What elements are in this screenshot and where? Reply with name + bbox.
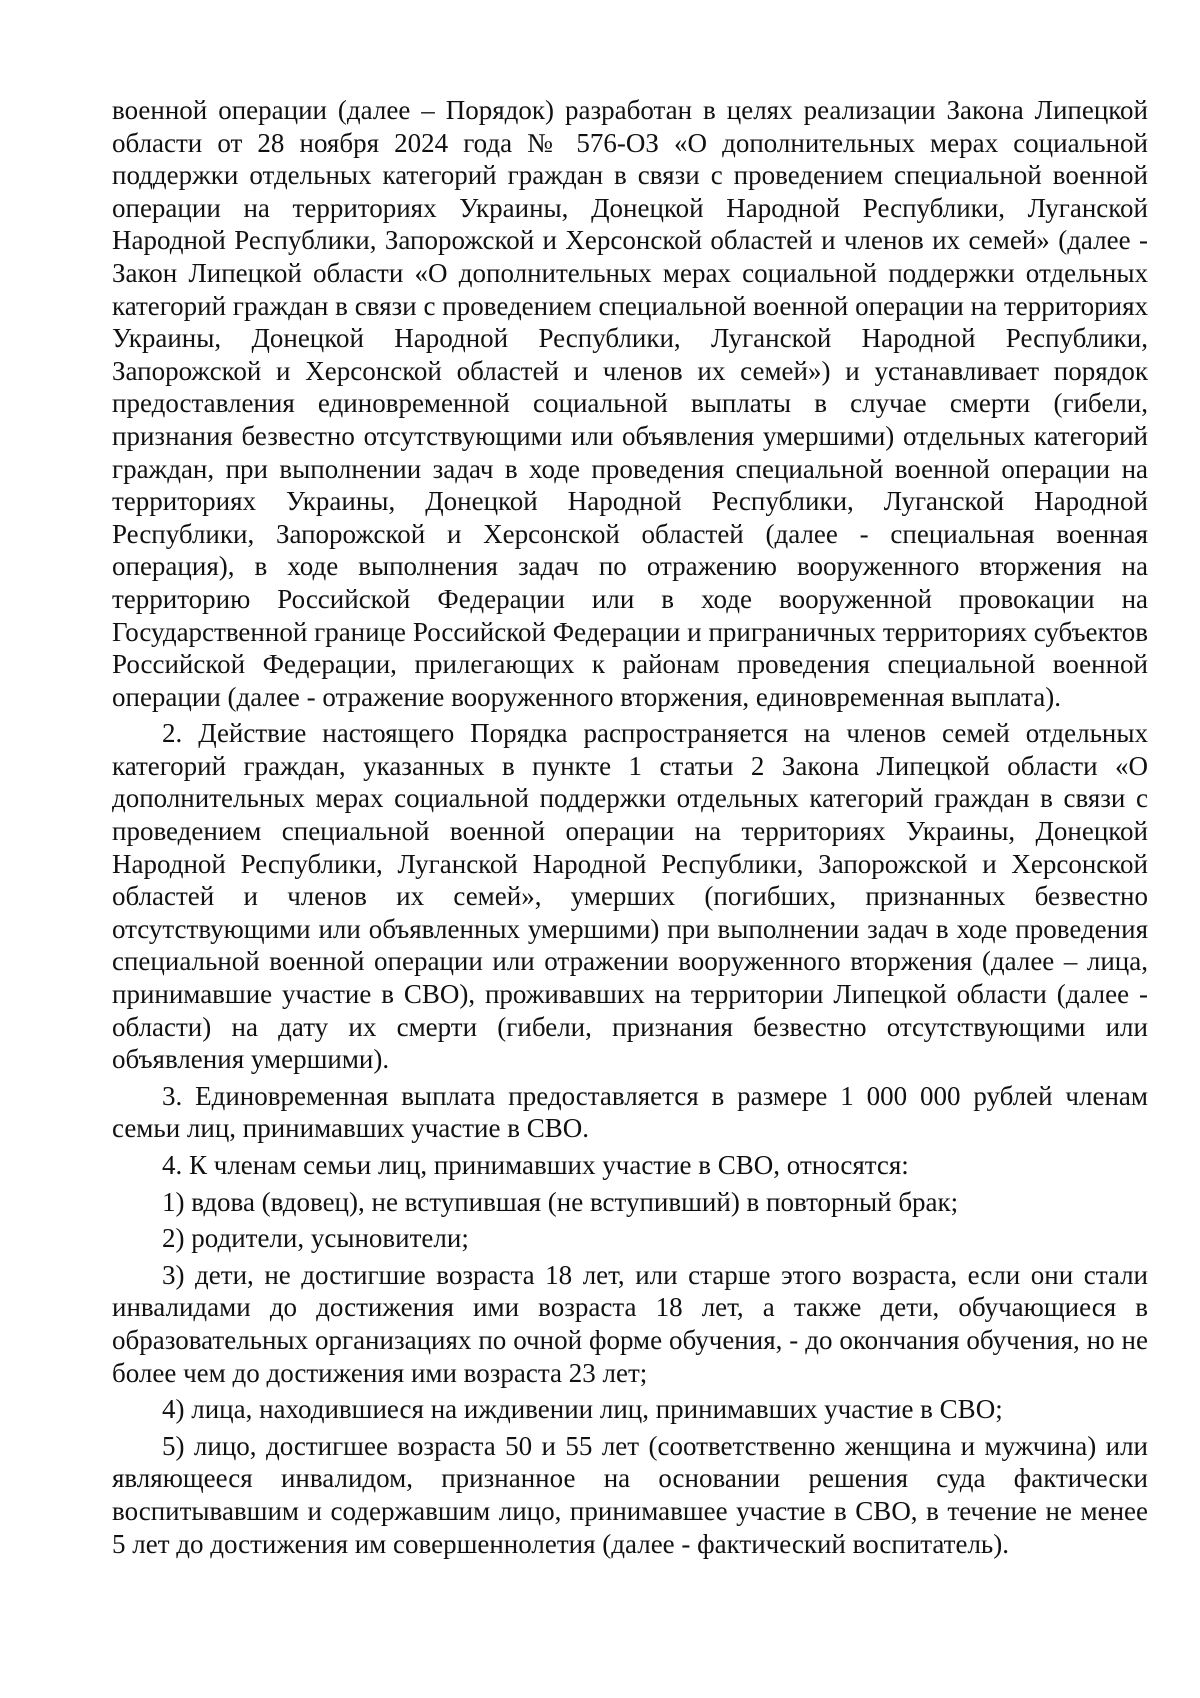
paragraph-p4: 4. К членам семьи лиц, принимавших участие в СВО, относятся: (162, 1150, 909, 1180)
document-page (112, 94, 1148, 1564)
paragraph-p2: 2. Действие настоящего Порядка распространяется на членов семей отдельных категорий граждан, указанных в пункте 1 статьи 2 Закона Липецкой области «О дополнительных мерах социальной поддержки отдельных категорий граждан в связи с проведением специальной военной операции на территориях Украины, Донецкой Народной Республики, Луганской Народной Республики, Запорожской и Херсонской областей и членов их семей», умерших (погибших, признанных безвестно отсутствующими или объявленных умершими) при выполнении задач в ходе проведения специальной военной операции или отражении вооруженного вторжения (далее – лица, принимавшие участие в СВО), проживавших на территории Липецкой области (далее - области) на дату их смерти (гибели, признания безвестно отсутствующими или объявления умершими). (112, 718, 1148, 1075)
paragraph-p4-3: 3) дети, не достигшие возраста 18 лет, или старше этого возраста, если они стали инвалидами до достижения ими возраста 18 лет, а также дети, обучающиеся в образовательных организациях по очной форме обучения, - до окончания обучения, но не более чем до достижения ими возраста 23 лет; (112, 1259, 1148, 1388)
paragraph-p3: 3. Единовременная выплата предоставляется в размере 1 000 000 рублей членам семьи лиц, принимавших участие в СВО. (112, 1080, 1148, 1144)
paragraph-p4-4: 4) лица, находившиеся на иждивении лиц, принимавших участие в СВО; (162, 1394, 1003, 1425)
paragraph-intro: военной операции (далее – Порядок) разработан в целях реализации Закона Липецкой области от 28 ноября 2024 года № 576-ОЗ «О дополнительных мерах социальной поддержки отдельных категорий граждан в связи с проведением специальной военной операции на территориях Украины, Донецкой Народной Республики, Луганской Народной Республики, Запорожской и Херсонской областей и членов их семей» (далее - Закон Липецкой области «О дополнительных мерах социальной поддержки отдельных категорий граждан в связи с проведением специальной военной операции на территориях Украины, Донецкой Народной Республики, Луганской Народной Республики, Запорожской и Херсонской областей и членов их семей») и устанавливает порядок предоставления единовременной социальной выплаты в случае смерти (гибели, признания безвестно отсутствующими или объявления умершими) отдельных категорий граждан, при выполнении задач в ходе проведения специальной военной операции на территориях Украины, Донецкой Народной Республики, Луганской Народной Республики, Запорожской и Херсонской областей (далее - специальная военная операция), в ходе выполнения задач по отражению вооруженного вторжения на территорию Российской Федерации или в ходе вооруженной провокации на Государственной границе Российской Федерации и приграничных территориях субъектов Российской Федерации, прилегающих к районам проведения специальной военной операции (далее - отражение вооруженного вторжения, единовременная выплата). (112, 95, 1148, 712)
paragraph-p4-1: 1) вдова (вдовец), не вступившая (не вступивший) в повторный брак; (162, 1186, 959, 1217)
paragraph-p4-5: 5) лицо, достигшее возраста 50 и 55 лет (соответственно женщина и мужчина) или являющееся инвалидом, признанное на основании решения суда фактически воспитывавшим и содержавшим лицо, принимавшее участие в СВО, в течение не менее 5 лет до достижения им совершеннолетия (далее - фактический воспитатель). (112, 1430, 1148, 1559)
paragraph-p4-2: 2) родители, усыновители; (162, 1223, 469, 1254)
